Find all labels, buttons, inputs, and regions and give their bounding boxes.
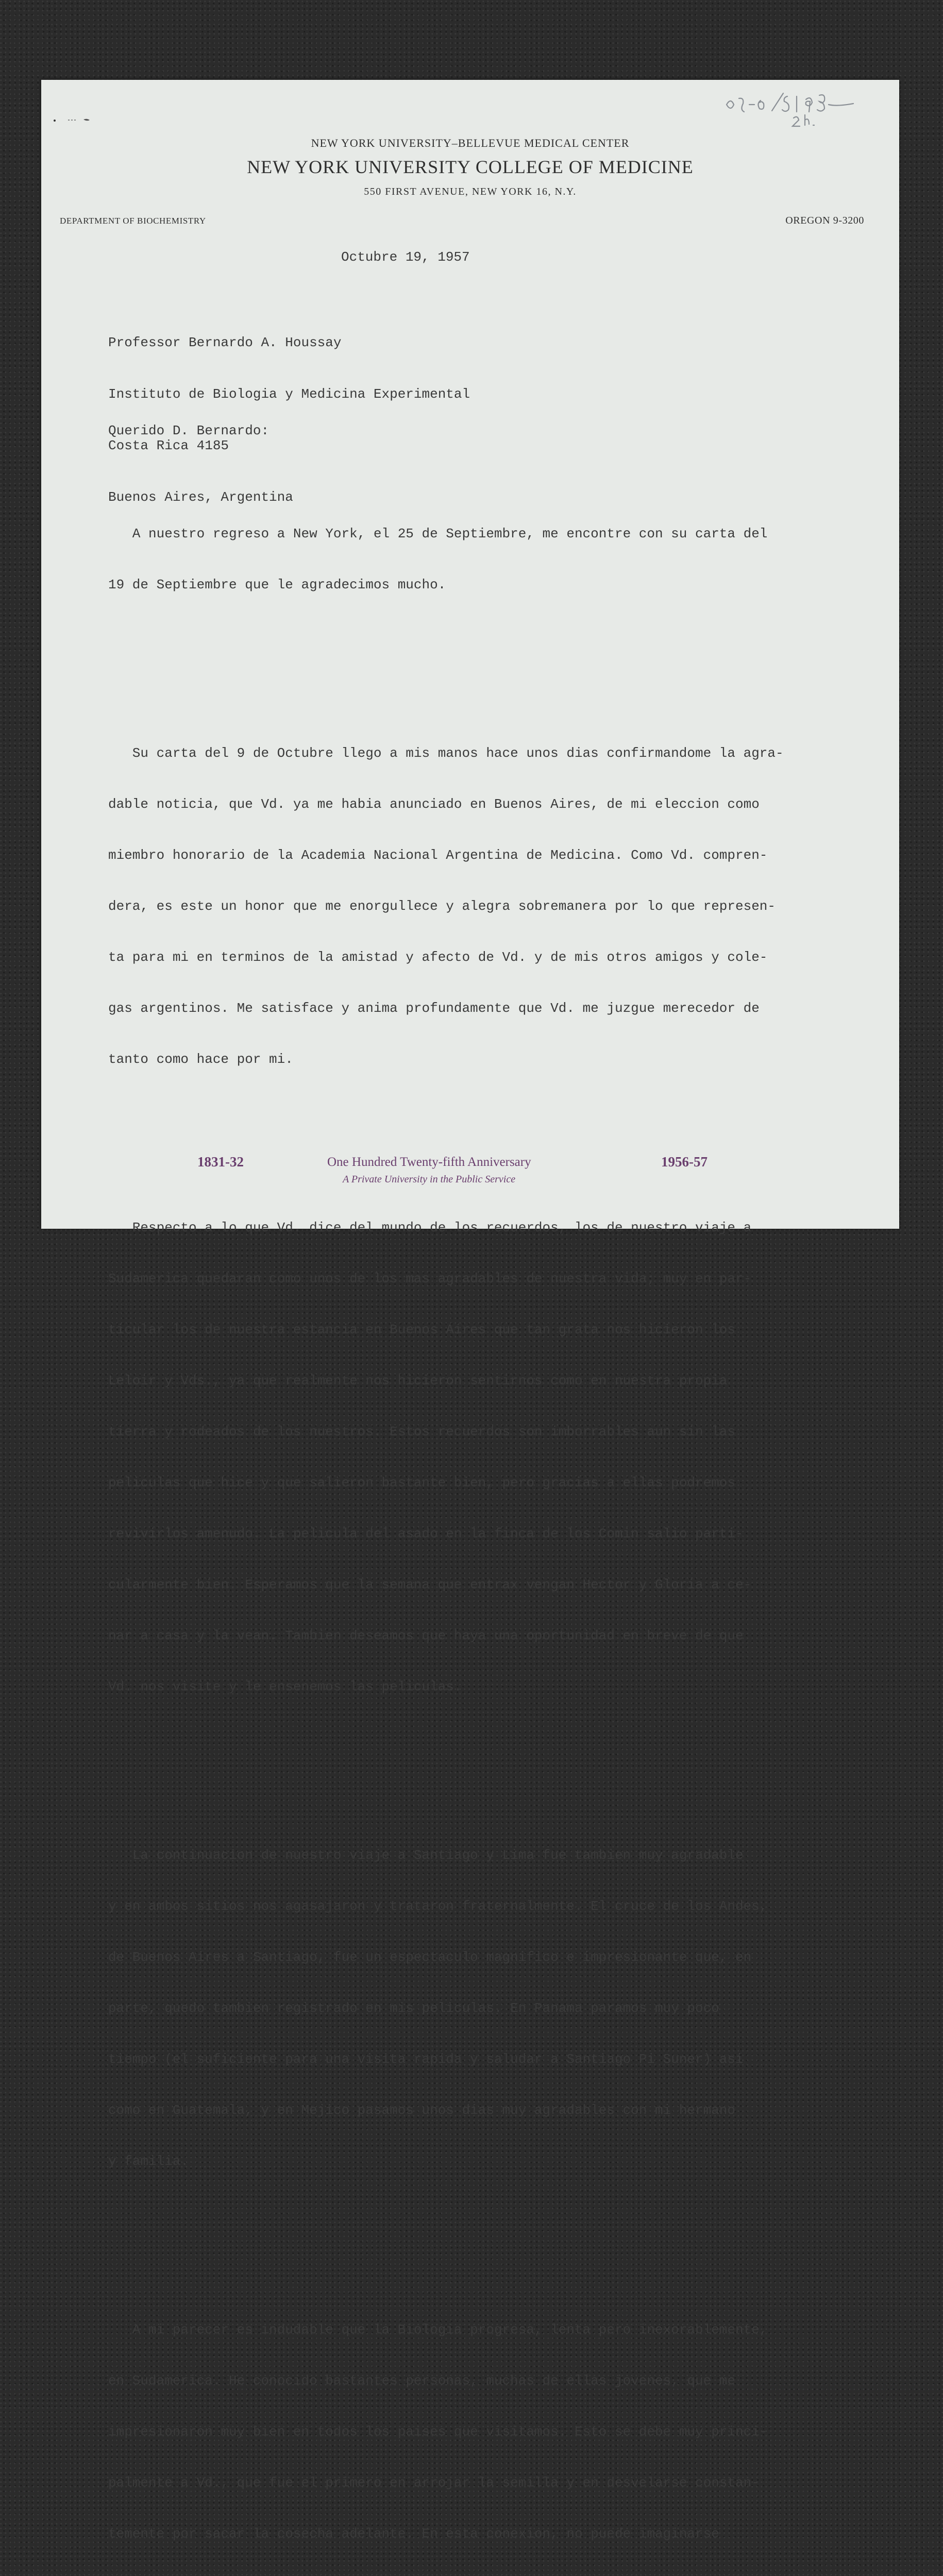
punch-mark: [53, 116, 109, 121]
anniversary-years: 1956-57: [661, 1154, 708, 1170]
text-line: tiempo (el suficiente para una visita rapida y saludar a Santiago Pi Suner) asi: [108, 2052, 744, 2067]
text-line: A mi parecer es indudable que la Biologia progresa, lenta pero inexorablemente,: [108, 2322, 768, 2337]
text-line: temente por sacar la cosecha adelante. En esta conexion, no puede imaginarse: [108, 2526, 719, 2541]
text-line: tierra y rodeados de los nuestros. Estos recuerdos son imborrables aun sin las: [108, 1424, 735, 1439]
anniversary-text: One Hundred Twenty-fifth Anniversary: [327, 1155, 531, 1169]
letter-body: [108, 457, 784, 2576]
text-line: gas argentinos. Me satisface y anima profundamente que Vd. me juzgue merecedor de: [108, 1001, 760, 1016]
paragraph-3: [108, 1185, 784, 1730]
letterhead-address: 550 FIRST AVENUE, NEW YORK 16, N.Y.: [364, 186, 577, 197]
salutation: Querido D. Bernardo:: [108, 423, 270, 438]
college-name: NEW YORK UNIVERSITY COLLEGE OF MEDICINE: [247, 157, 694, 177]
text-line: cularmente bien. Esperamos que la semana que entrax vengan Hector y Gloria a ce-: [108, 1577, 752, 1592]
text-line: y familia.: [108, 2154, 189, 2169]
text-line: y en ambos sitios nos agasajaron y trataron fraternalmente. El cruce de los Andes,: [108, 1899, 768, 1914]
founding-years: 1831-32: [197, 1154, 244, 1170]
university-tagline: A Private University in the Public Service: [343, 1174, 516, 1185]
text-line: nar a casa y la vean. Tambien deseamos que haya una oportunidad en breve de que: [108, 1628, 744, 1643]
archive-handwritten-note: [716, 89, 871, 130]
text-line: revivirlos amenudo. La pelicula del asado en la finca de los Comin salio parti-: [108, 1526, 744, 1541]
text-line: en Sudamerica. He conocido bastantes personas, muchas de ellas jovenes, que me: [108, 2373, 735, 2388]
recipient-line: Costa Rica 4185: [108, 438, 229, 453]
paragraph-1: [108, 492, 784, 628]
text-line: Respecto a lo que Vd. dice del mundo de los recuerdos, los de nuestro viaje a: [108, 1220, 752, 1235]
paragraph-2: [108, 711, 784, 1102]
text-line: miembro honorario de la Academia Nacional Argentina de Medicina. Como Vd. compren-: [108, 848, 768, 863]
paragraph-4: [108, 1813, 784, 2204]
text-line: Su carta del 9 de Octubre llego a mis manos hace unos dias confirmandome la agra-: [108, 745, 784, 761]
text-line: Leloir y Vds., ya que realmente nos hicieron sentirnos como en nuestra propia: [108, 1373, 728, 1388]
text-line: Sudamerica quedaran como unos de los mas agradables de nuestra vida; muy en par-: [108, 1271, 752, 1286]
text-line: como en Guatemala, y en Mejico pasamos unos dias muy agradables con mi hermano: [108, 2103, 735, 2118]
text-line: 19 de Septiembre que le agradecimos mucho.: [108, 577, 446, 592]
phone-number: OREGON 9-3200: [785, 215, 864, 226]
text-line: ta para mi en terminos de la amistad y afecto de Vd. y de mis otros amigos y cole-: [108, 950, 768, 965]
letter-page: [41, 80, 899, 2541]
text-line: tanto como hace por mi.: [108, 1052, 293, 1067]
department-name: DEPARTMENT OF BIOCHEMISTRY: [60, 216, 206, 226]
letter-date: Octubre 19, 1957: [341, 249, 470, 265]
recipient-line: Instituto de Biologia y Medicina Experimental: [108, 386, 470, 402]
letterhead: [41, 137, 899, 198]
recipient-line: Professor Bernardo A. Houssay: [108, 335, 342, 350]
medical-center-name: NEW YORK UNIVERSITY–BELLEVUE MEDICAL CENTER: [311, 137, 630, 149]
recipient-line: Buenos Aires, Argentina: [108, 489, 293, 505]
text-line: dable noticia, que Vd. ya me habia anunciado en Buenos Aires, de mi eleccion como: [108, 796, 760, 812]
text-line: impresionaron muy bien en todos los paises que visitamos. Esto se debe muy princi-: [108, 2424, 768, 2439]
text-line: palmente a Vd., que fue el primero en arrojar la semilla y en desvelarse constan-: [108, 2475, 760, 2490]
text-line: ticular los de nuestra estancia en Buenos Aires que tan grata nos hicieron los: [108, 1322, 735, 1337]
text-line: Vd. nos visite y le ensenemos las peliculas.: [108, 1679, 462, 1694]
text-line: peliculas que hice y que salieron bastante bien, pero gracias a ellas podremos: [108, 1475, 735, 1490]
text-line: dera, es este un honor que me enorgullece y alegra sobremanera por lo que represen-: [108, 899, 776, 914]
handwritten-reference-mark: [716, 89, 871, 130]
text-line: de Buenos Aires a Santiago, fue un espectaculo magnifico e impresionante que, en: [108, 1950, 752, 1965]
text-line: parte, quedo tambien registrado en mis peliculas. En Panama paramos muy poco: [108, 2001, 719, 2016]
text-line: La continuacion de nuestro viaje a Santiago y Lima fue tambien muy agradable: [108, 1848, 744, 1863]
text-line: A nuestro regreso a New York, el 25 de Septiembre, me encontre con su carta del: [108, 526, 768, 541]
paragraph-5: [108, 2287, 784, 2576]
